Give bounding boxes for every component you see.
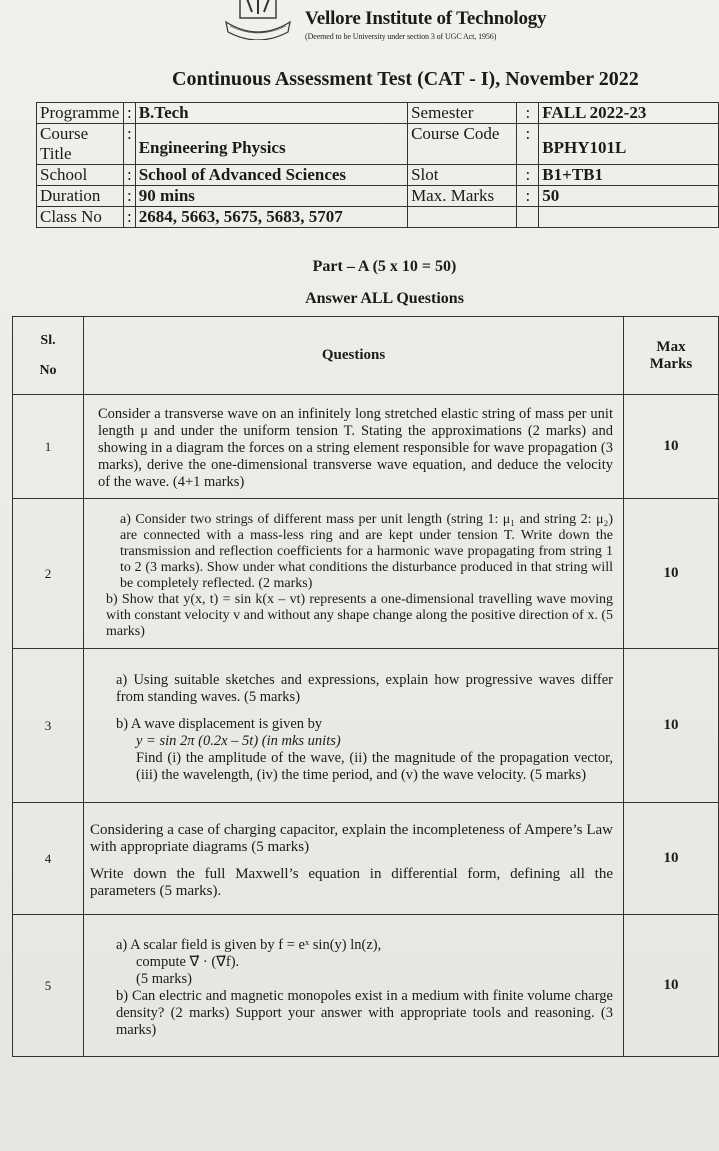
- question-number: 5: [13, 915, 84, 1057]
- question-text: Consider a transverse wave on an infinitely long stretched elastic string of mass per unit length μ and under the uniform tension T. Stating the approximations (2 marks) and showing in a diagram the forces on a string element responsible for wave propagation (3 marks), derive the one-dimensional transverse wave equation, and deduce the velocity of the wave. (4+1 marks): [84, 395, 624, 499]
- institution-name: Vellore Institute of Technology: [305, 8, 547, 29]
- marks-header-line1: Max: [656, 338, 686, 355]
- question-part-a: a) Using suitable sketches and expressions, explain how progressive waves differ from standing waves. (5 marks): [116, 671, 613, 705]
- max-marks-label: Max. Marks: [408, 186, 517, 207]
- colon: :: [517, 165, 539, 186]
- question-row: [13, 803, 719, 915]
- university-emblem-icon: [218, 0, 298, 40]
- question-text: [84, 649, 624, 803]
- course-title-label-line1: Course: [40, 124, 89, 143]
- semester-label: Semester: [408, 103, 517, 124]
- question-number: 1: [13, 395, 84, 499]
- exam-title: Continuous Assessment Test (CAT - I), November 2022: [172, 68, 639, 90]
- part-title-text: Part – A (5 x 10 = 50): [312, 258, 457, 275]
- class-label: Class No: [37, 207, 124, 228]
- sl-header-line1: Sl.: [40, 332, 56, 348]
- question-marks: 10: [624, 803, 719, 915]
- sl-no-header: [13, 317, 84, 395]
- colon: :: [517, 186, 539, 207]
- sl-header-line2: No: [39, 362, 57, 378]
- empty-cell: [539, 207, 719, 228]
- question-marks: 10: [624, 915, 719, 1057]
- programme-value: B.Tech: [135, 103, 407, 124]
- institution-subtitle: (Deemed to be University under section 3 of UGC Act, 1956): [305, 32, 497, 41]
- part-title: [0, 258, 719, 276]
- question-row: [13, 915, 719, 1057]
- question-number: 4: [13, 803, 84, 915]
- max-marks-header: [624, 317, 719, 395]
- course-code-value: BPHY101L: [539, 124, 719, 165]
- colon: :: [517, 103, 539, 124]
- question-marks: 10: [624, 649, 719, 803]
- info-row-class: [37, 207, 719, 228]
- questions-header: Questions: [84, 317, 624, 395]
- question-part-b: b) Can electric and magnetic monopoles exist in a medium with finite volume charge density? (2 marks) Support your answer with appropriate tools and reasoning. (3 marks): [116, 987, 613, 1038]
- class-value: 2684, 5663, 5675, 5683, 5707: [135, 207, 407, 228]
- questions-header-row: [13, 317, 719, 395]
- course-info-table: [36, 102, 719, 228]
- question-number: 2: [13, 499, 84, 649]
- colon: :: [123, 124, 135, 165]
- info-row-school: [37, 165, 719, 186]
- question-text: [84, 499, 624, 649]
- course-code-label: Course Code: [408, 124, 517, 165]
- colon: :: [123, 186, 135, 207]
- max-marks-value: 50: [539, 186, 719, 207]
- question-row: [13, 395, 719, 499]
- school-label: School: [37, 165, 124, 186]
- question-number: 3: [13, 649, 84, 803]
- colon: :: [517, 124, 539, 165]
- question-part-a: a) Consider two strings of different mass per unit length (string 1: μ₁ and string 2: μ₂) are connected with a mass-less ring and are kept under tension T. Write down the transmission and reflection coefficients for a harmonic wave propagating from string 1 to 2 (3 marks). Show under what conditions the disturbance produced in that string will be completely reflected. (2 marks): [120, 511, 613, 591]
- info-row-duration: [37, 186, 719, 207]
- question-part-b-tasks: Find (i) the amplitude of the wave, (ii) the magnitude of the propagation vector, (iii) the wavelength, (iv) the time period, and (v) the wave velocity. (5 marks): [136, 749, 613, 783]
- question-text: [84, 915, 624, 1057]
- question-row: [13, 499, 719, 649]
- part-instruction: [0, 290, 719, 308]
- colon: :: [123, 207, 135, 228]
- duration-value: 90 mins: [135, 186, 407, 207]
- slot-label: Slot: [408, 165, 517, 186]
- info-row-programme: [37, 103, 719, 124]
- question-part-a-marks: (5 marks): [136, 970, 192, 987]
- questions-table: [12, 316, 719, 1057]
- question-marks: 10: [624, 499, 719, 649]
- course-title-label-line2: Title: [40, 144, 72, 163]
- programme-label: Programme: [37, 103, 124, 124]
- question-part-b-intro: b) A wave displacement is given by: [116, 715, 323, 732]
- empty-cell: [517, 207, 539, 228]
- colon: :: [123, 165, 135, 186]
- empty-cell: [408, 207, 517, 228]
- course-title-value: Engineering Physics: [135, 124, 407, 165]
- question-part-a: Considering a case of charging capacitor, explain the incompleteness of Ampere’s Law with appropriate diagrams (5 marks): [90, 821, 613, 855]
- question-text: [84, 803, 624, 915]
- duration-label: Duration: [37, 186, 124, 207]
- colon: :: [123, 103, 135, 124]
- semester-value: FALL 2022-23: [539, 103, 719, 124]
- slot-value: B1+TB1: [539, 165, 719, 186]
- part-instruction-text: Answer ALL Questions: [305, 290, 464, 307]
- info-row-course: [37, 124, 719, 165]
- question-row: [13, 649, 719, 803]
- marks-header-line2: Marks: [649, 355, 693, 372]
- course-title-label: [37, 124, 124, 165]
- question-marks: 10: [624, 395, 719, 499]
- question-part-b-equation: y = sin 2π (0.2x – 5t) (in mks units): [136, 732, 341, 749]
- question-part-b: b) Show that y(x, t) = sin k(x – vt) represents a one-dimensional travelling wave moving with constant velocity v and without any shape change along the positive direction of x. (5 marks): [106, 591, 613, 639]
- school-value: School of Advanced Sciences: [135, 165, 407, 186]
- question-part-b: Write down the full Maxwell’s equation in differential form, defining all the parameters (5 marks).: [90, 865, 613, 899]
- question-part-a: a) A scalar field is given by f = eˣ sin(y) ln(z),: [116, 936, 382, 953]
- question-part-a-compute: compute ∇⃗ · (∇⃗f).: [136, 953, 240, 970]
